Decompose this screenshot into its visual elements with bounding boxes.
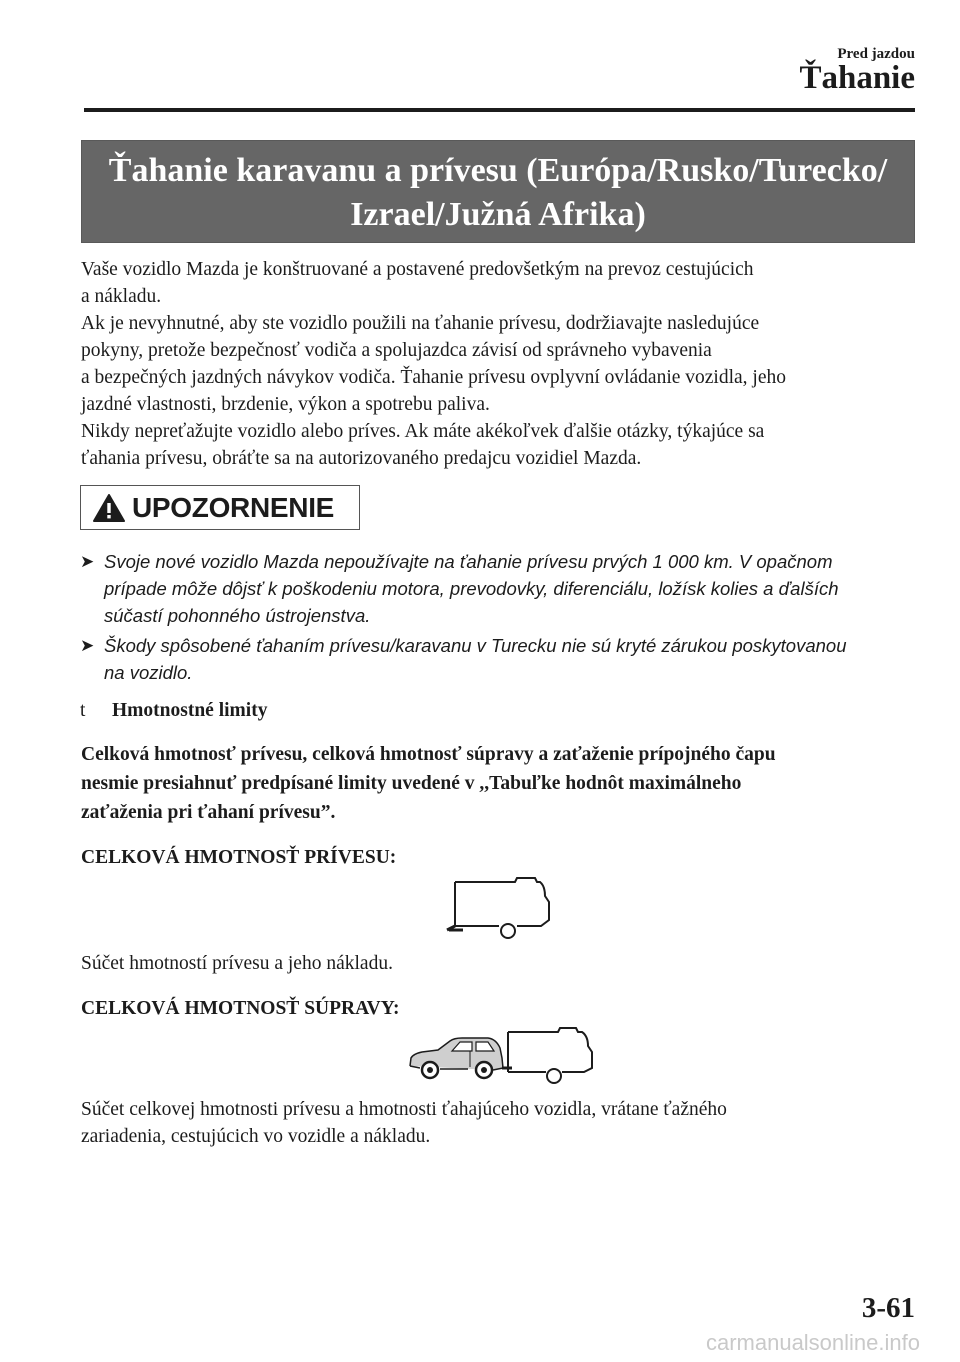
limits-line: nesmie presiahnuť predpísané limity uvedené v ,,Tabuľke hodnôt maximálneho bbox=[81, 773, 742, 794]
trailer-icon bbox=[445, 876, 557, 942]
trailer-weight-desc: Súčet hmotností prívesu a jeho nákladu. bbox=[81, 953, 393, 974]
warning-item bbox=[80, 632, 920, 686]
page-number: 3-61 bbox=[861, 1292, 915, 1324]
watermark: carmanualsonline.info bbox=[705, 1330, 920, 1355]
warning-text: na vozidlo. bbox=[104, 662, 193, 683]
limits-line: Celková hmotnosť prívesu, celková hmotnosť súpravy a zaťaženie prípojného čapu bbox=[81, 744, 776, 765]
intro-line: a nákladu. bbox=[81, 286, 162, 307]
intro-line: Vaše vozidlo Mazda je konštruované a postavené predovšetkým na prevoz cestujúcich bbox=[81, 259, 754, 280]
title-banner bbox=[81, 140, 915, 243]
intro-line: jazdné vlastnosti, brzdenie, výkon a spotrebu paliva. bbox=[81, 394, 490, 415]
trailer-weight-term: CELKOVÁ HMOTNOSŤ PRÍVESU: bbox=[81, 847, 397, 868]
arrow-bullet-icon: ➤ bbox=[80, 636, 95, 655]
title-line-1: Ťahanie karavanu a prívesu (Európa/Rusko/Turecko/ bbox=[108, 152, 888, 189]
intro-line: pokyny, pretože bezpečnosť vodiča a spolujazdca závisí od správneho vybavenia bbox=[81, 340, 712, 361]
header-section: Pred jazdou bbox=[837, 46, 915, 62]
combined-weight-term: CELKOVÁ HMOTNOSŤ SÚPRAVY: bbox=[81, 998, 400, 1019]
intro-line: Ak je nevyhnutné, aby ste vozidlo použili na ťahanie prívesu, dodržiavajte nasledujúce bbox=[81, 313, 760, 334]
combined-weight-desc bbox=[81, 1096, 911, 1150]
warning-text: Svoje nové vozidlo Mazda nepoužívajte na ťahanie prívesu prvých 1 000 km. V opačnom bbox=[104, 551, 833, 572]
limits-line: zaťaženia pri ťahaní prívesu”. bbox=[81, 802, 336, 823]
warning-triangle-icon bbox=[92, 493, 126, 523]
warning-label: UPOZORNENIE bbox=[132, 491, 335, 523]
section-heading-text: Hmotnostné limity bbox=[112, 700, 268, 721]
warning-text: prípade môže dôjsť k poškodeniu motora, prevodovky, diferenciálu, ložísk kolies a ďalších bbox=[104, 578, 839, 599]
car-with-trailer-icon bbox=[408, 1024, 598, 1084]
warning-text: súčastí pohonného ústrojenstva. bbox=[104, 605, 371, 626]
combined-desc-line: zariadenia, cestujúcich vo vozidle a nákladu. bbox=[81, 1126, 431, 1147]
header-rule bbox=[84, 108, 915, 112]
intro-line: a bezpečných jazdných návykov vodiča. Ťahanie prívesu ovplyvní ovládanie vozidla, jeho bbox=[81, 367, 786, 388]
warning-item bbox=[80, 548, 920, 629]
intro-line: Nikdy nepreťažujte vozidlo alebo príves. Ak máte akékoľvek ďalšie otázky, týkajúce sa bbox=[81, 421, 765, 442]
combined-desc-line: Súčet celkovej hmotnosti prívesu a hmotnosti ťahajúceho vozidla, vrátane ťažného bbox=[81, 1099, 727, 1120]
warning-box bbox=[80, 485, 360, 530]
arrow-bullet-icon: ➤ bbox=[80, 552, 95, 571]
header-title: Ťahanie bbox=[799, 60, 915, 96]
intro-line: ťahania prívesu, obráťte sa na autorizovaného predajcu vozidiel Mazda. bbox=[81, 448, 642, 469]
section-bullet: t bbox=[80, 700, 86, 721]
title-line-2: Izrael/Južná Afrika) bbox=[350, 196, 646, 233]
intro-text bbox=[81, 256, 911, 472]
warning-list bbox=[80, 548, 920, 689]
limits-paragraph bbox=[81, 740, 911, 827]
section-heading bbox=[80, 700, 267, 722]
warning-text: Škody spôsobené ťahaním prívesu/karavanu v Turecku nie sú kryté zárukou poskytovanou bbox=[104, 635, 847, 656]
